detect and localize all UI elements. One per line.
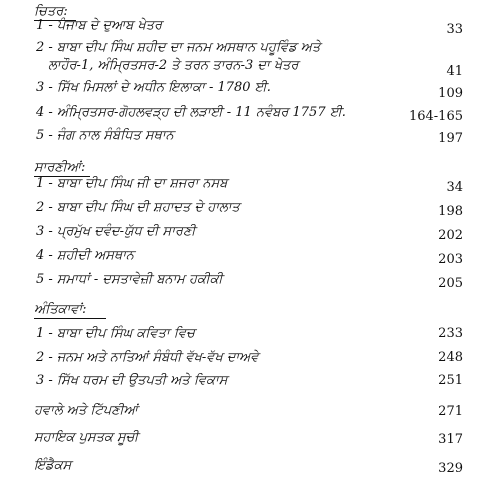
toc-entry-text: 5 - ਜੰਗ ਨਾਲ ਸੰਬੰਧਿਤ ਸਥਾਨ — [36, 128, 174, 143]
toc-entry-text: 3 - ਸਿੱਖ ਧਰਮ ਦੀ ਉਤਪਤੀ ਅਤੇ ਵਿਕਾਸ — [36, 373, 228, 388]
toc-entry-page: 271 — [438, 404, 463, 419]
toc-entry-page: 41 — [446, 64, 463, 79]
toc-entry-text: 3 - ਪ੍ਰਮੁੱਖ ਦਵੰਦ-ਯੁੱਧ ਦੀ ਸਾਰਣੀ — [36, 224, 196, 239]
toc-entry-text: 1 - ਬਾਬਾ ਦੀਪ ਸਿੰਘ ਜੀ ਦਾ ਸ਼ਜਰਾ ਨਸਬ — [36, 176, 228, 191]
toc-entry-page: 197 — [438, 131, 463, 146]
toc-entry-page: 251 — [438, 373, 463, 388]
toc-entry-page: 34 — [446, 180, 463, 195]
toc-entry-text: 3 - ਸਿੱਖ ਮਿਸਲਾਂ ਦੇ ਅਧੀਨ ਇਲਾਕਾ - 1780 ਈ. — [36, 80, 271, 95]
toc-entry-page: 248 — [438, 350, 463, 365]
toc-entry-page: 317 — [438, 432, 463, 447]
toc-entry-text-continued: ਲਾਹੌਰ-1, ਅੰਮ੍ਰਿਤਸਰ-2 ਤੇ ਤਰਨ ਤਾਰਨ-3 ਦਾ ਖੇਤਰ — [48, 58, 299, 73]
toc-entry-text: 4 - ਸ਼ਹੀਦੀ ਅਸਥਾਨ — [36, 248, 135, 263]
toc-entry-index: ਇੰਡੈਕਸ — [34, 458, 72, 473]
toc-entry-page: 164-165 — [408, 109, 463, 124]
toc-entry-page: 109 — [438, 86, 463, 101]
toc-entry-text: 2 - ਬਾਬਾ ਦੀਪ ਸਿੰਘ ਸ਼ਹੀਦ ਦਾ ਜਨਮ ਅਸਥਾਨ ਪਹੂਵਿੰਡ ਅਤੇ — [36, 40, 321, 55]
toc-entry-notes: ਹਵਾਲੇ ਅਤੇ ਟਿੱਪਣੀਆਂ — [34, 403, 138, 418]
toc-entry-text: 1 - ਪੰਜਾਬ ਦੇ ਦੁਆਬ ਖੇਤਰ — [36, 18, 163, 33]
toc-entry-text: 4 - ਅੰਮ੍ਰਿਤਸਰ-ਗੋਹਲਵੜ੍ਹ ਦੀ ਲੜਾਈ - 11 ਨਵੰਬਰ 1757 ਈ. — [36, 105, 346, 120]
section-title-appendices: ਅੰਤਿਕਾਵਾਂ: — [34, 302, 87, 317]
section-title-tables: ਸਾਰਣੀਆਂ: — [34, 160, 86, 175]
toc-entry-text: 1 - ਬਾਬਾ ਦੀਪ ਸਿੰਘ ਕਵਿਤਾ ਵਿਚ — [36, 326, 195, 341]
toc-entry-text: 2 - ਬਾਬਾ ਦੀਪ ਸਿੰਘ ਦੀ ਸ਼ਹਾਦਤ ਦੇ ਹਾਲਾਤ — [36, 200, 240, 215]
toc-entry-page: 233 — [438, 326, 463, 341]
toc-entry-page: 329 — [438, 461, 463, 476]
toc-entry-page: 203 — [438, 252, 463, 267]
toc-entry-text: 2 - ਜਨਮ ਅਤੇ ਨਾਤਿਆਂ ਸੰਬੰਧੀ ਵੱਖ-ਵੱਖ ਦਾਅਵੇ — [36, 350, 259, 365]
section-title-figures: ਚਿਤਰ: — [34, 4, 68, 19]
toc-entry-page: 202 — [438, 228, 463, 243]
toc-entry-page: 198 — [438, 204, 463, 219]
toc-entry-page: 33 — [446, 22, 463, 37]
toc-entry-bibliography: ਸਹਾਇਕ ਪੁਸਤਕ ਸੂਚੀ — [34, 430, 139, 445]
section-underline — [34, 318, 106, 319]
toc-entry-text: 5 - ਸਮਾਧਾਂ - ਦਸਤਾਵੇਜ਼ੀ ਬਨਾਮ ਹਕੀਕੀ — [36, 272, 223, 287]
toc-entry-page: 205 — [438, 276, 463, 291]
